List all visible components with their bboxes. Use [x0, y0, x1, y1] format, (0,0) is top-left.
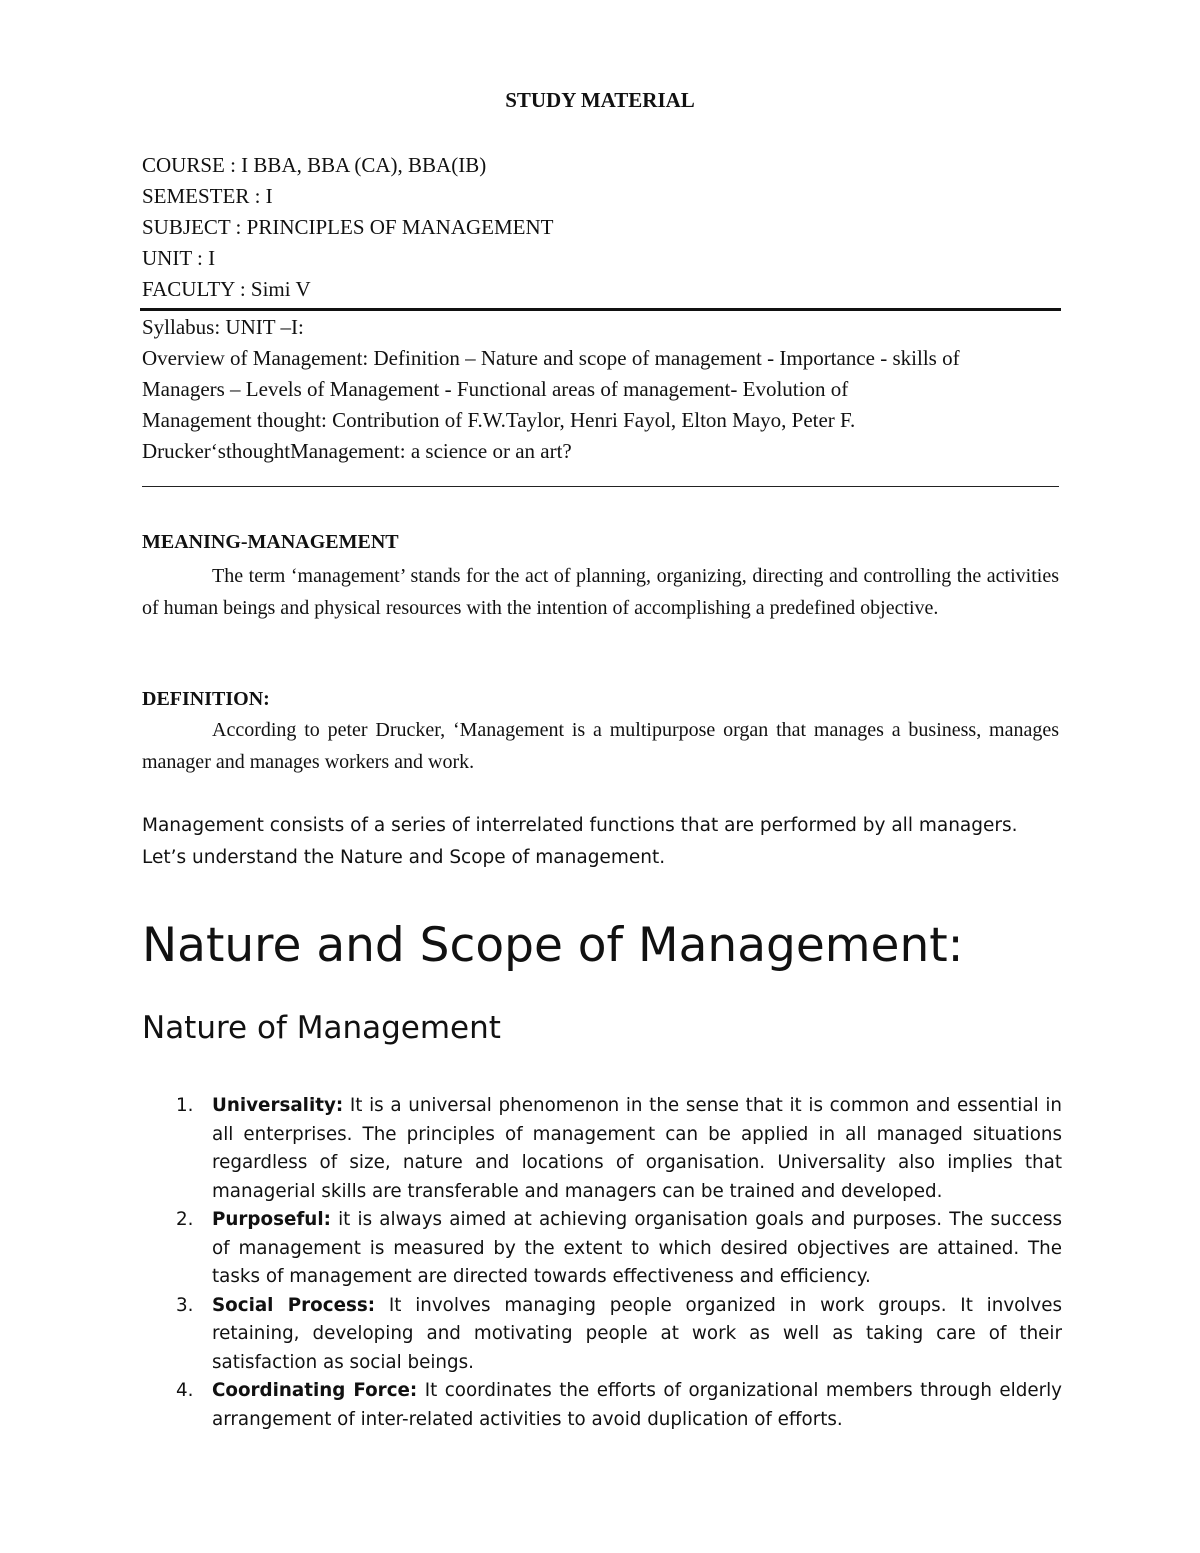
- list-number: 4.: [176, 1380, 194, 1401]
- list-term: Purposeful:: [212, 1209, 331, 1230]
- list-item: [142, 1292, 1062, 1378]
- unit-line: UNIT : I: [142, 246, 216, 270]
- list-term: Coordinating Force:: [212, 1380, 418, 1401]
- definition-heading: DEFINITION:: [142, 688, 270, 710]
- faculty-line: FACULTY : Simi V: [142, 277, 311, 301]
- list-text: it is always aimed at achieving organisation goals and purposes. The success of management is measured by the extent to which desired objectives are attained. The tasks of management are directed towards effectiveness and efficiency.: [212, 1209, 1062, 1287]
- document-title: STUDY MATERIAL: [505, 88, 695, 112]
- list-text: It involves managing people organized in work groups. It involves retaining, developing and motivating people at work as well as taking care of their satisfaction as social beings.: [212, 1294, 1062, 1373]
- nature-list: [142, 1092, 1062, 1434]
- syllabus-line: Management thought: Contribution of F.W.Taylor, Henri Fayol, Elton Mayo, Peter F.: [142, 408, 856, 432]
- syllabus-line: Managers – Levels of Management - Functional areas of management- Evolution of: [142, 377, 849, 401]
- meaning-paragraph: [142, 560, 1059, 624]
- list-item: [142, 1206, 1062, 1292]
- list-term: Social Process:: [212, 1294, 376, 1316]
- list-text: It is a universal phenomenon in the sense that it is common and essential in all enterprises. The principles of management can be applied in all managed situations regardless of size, nature and locations of organisation. Universality also implies that managerial skills are transferable and managers can be trained and developed.: [212, 1095, 1062, 1202]
- syllabus-line: Overview of Management: Definition – Nature and scope of management - Importance - skills of: [142, 346, 960, 370]
- list-number: 1.: [176, 1095, 194, 1116]
- syllabus-line: Drucker‘sthoughtManagement: a science or an art?: [142, 439, 572, 463]
- intro-paragraph: Management consists of a series of interrelated functions that are performed by all managers. Let’s understand the Nature and Scope of management.: [142, 815, 1018, 868]
- header-divider: [140, 308, 1061, 311]
- syllabus-block: [142, 312, 1060, 467]
- section-subtitle: Nature of Management: [142, 1010, 501, 1046]
- list-term: Universality:: [212, 1095, 344, 1116]
- course-line: COURSE : I BBA, BBA (CA), BBA(IB): [142, 153, 487, 177]
- meaning-text: The term ‘management’ stands for the act of planning, organizing, directing and controlling the activities of human beings and physical resources with the intention of accomplishing a predefined objective.: [142, 565, 1059, 619]
- definition-paragraph: [142, 714, 1059, 778]
- definition-text: According to peter Drucker, ‘Management is a multipurpose organ that manages a business, manages manager and manages workers and work.: [142, 719, 1059, 773]
- section-title: Nature and Scope of Management:: [142, 918, 964, 973]
- syllabus-line: Syllabus: UNIT –I:: [142, 315, 304, 339]
- list-number: 3.: [176, 1294, 194, 1316]
- course-meta-block: [142, 150, 554, 305]
- subject-line: SUBJECT : PRINCIPLES OF MANAGEMENT: [142, 215, 554, 239]
- list-item: [142, 1377, 1062, 1434]
- list-item: [142, 1092, 1062, 1206]
- meaning-heading: MEANING-MANAGEMENT: [142, 531, 399, 553]
- list-number: 2.: [176, 1209, 194, 1230]
- semester-line: SEMESTER : I: [142, 184, 273, 208]
- syllabus-divider: [142, 486, 1059, 487]
- list-text: It coordinates the efforts of organizational members through elderly arrangement of inter-related activities to avoid duplication of efforts.: [212, 1380, 1063, 1430]
